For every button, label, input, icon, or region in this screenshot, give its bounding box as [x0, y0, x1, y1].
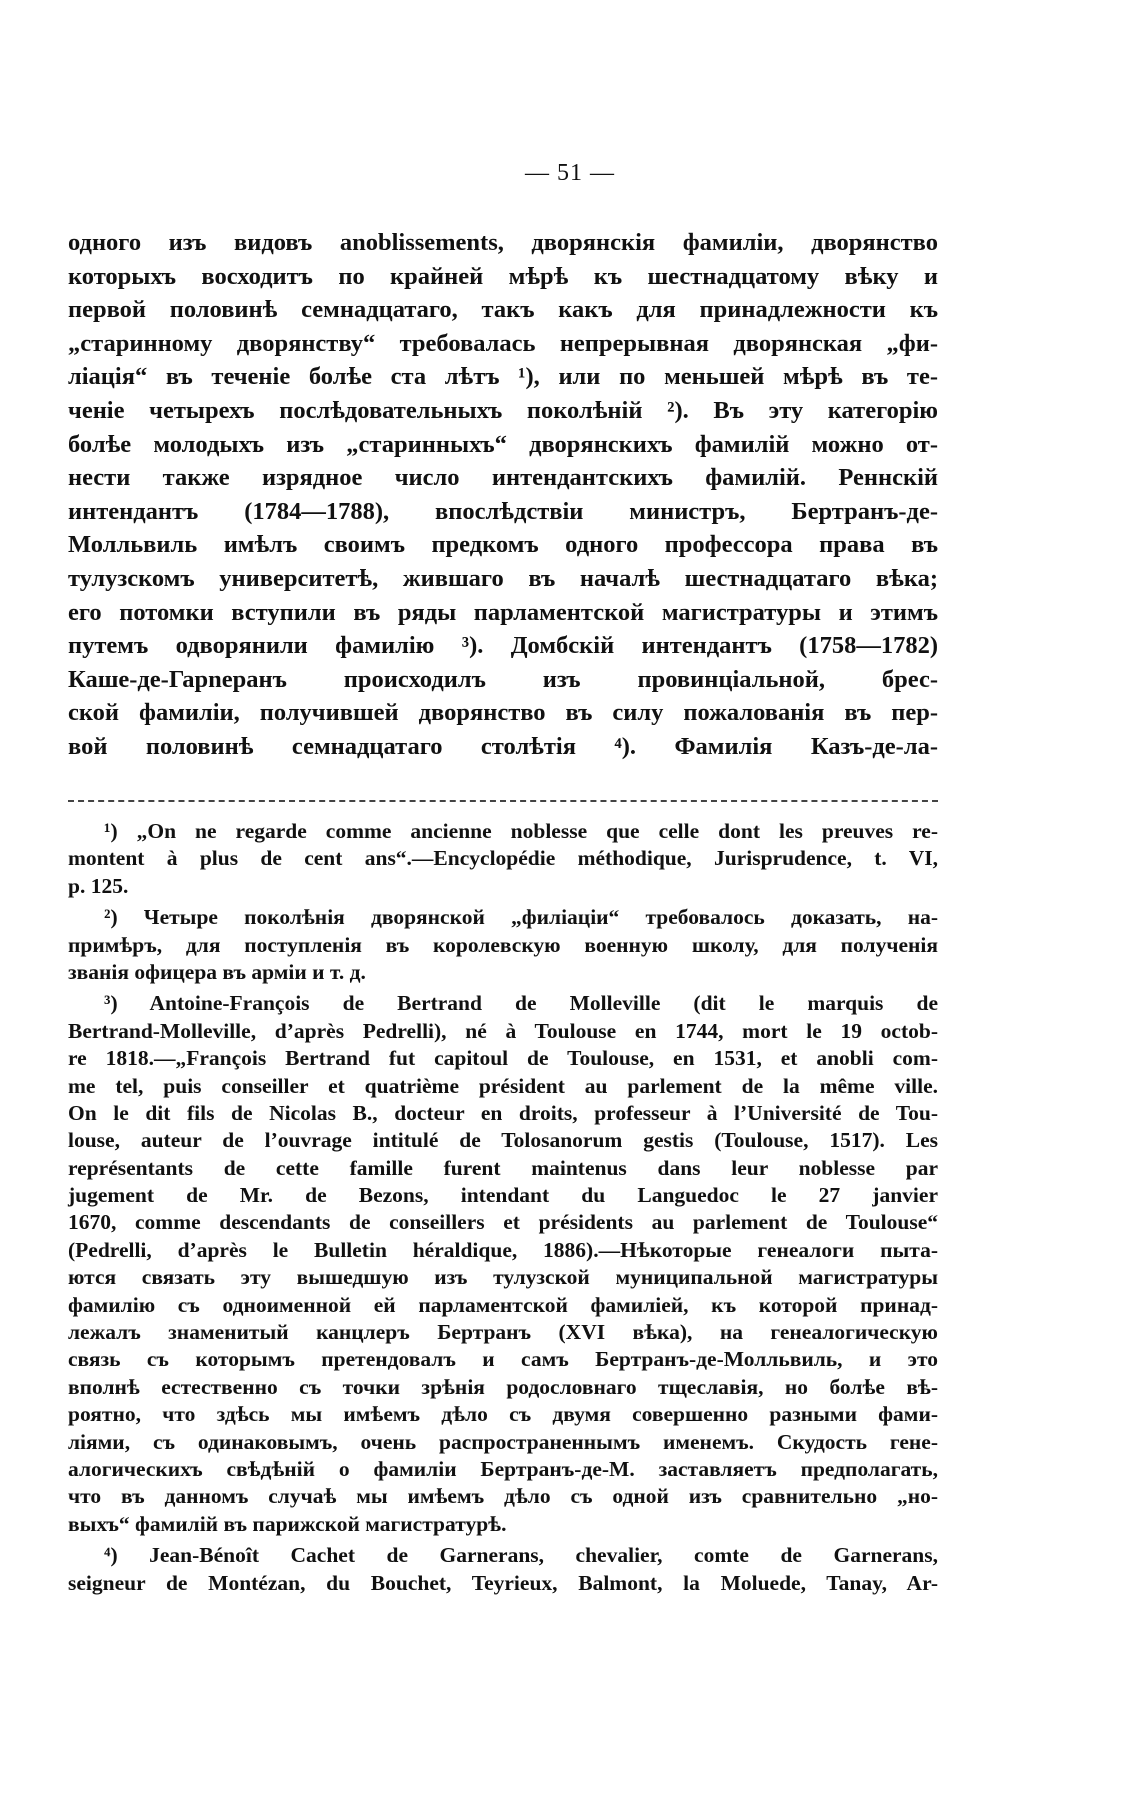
text-line: вой половинѣ семнадцатаго столѣтія ⁴). Фамилія Казъ-де-ла- [68, 732, 938, 760]
main-text [68, 226, 938, 764]
text-line: которыхъ восходитъ по крайней мѣрѣ къ шестнадцатому вѣку и [68, 262, 938, 290]
footnote-line: 1670, comme descendants de conseillers et présidents au parlement de Toulouse“ [68, 1210, 938, 1235]
footnote-line: что въ данномъ случаѣ мы имѣемъ дѣло съ одной изъ сравнительно „но- [68, 1484, 938, 1509]
text-line: болѣе молодыхъ изъ „старинныхъ“ дворянскихъ фамилій можно от- [68, 430, 938, 458]
footnote-line: représentants de cette famille furent maintenus dans leur noblesse par [68, 1155, 938, 1180]
text-line: ской фамиліи, получившей дворянство въ силу пожалованія въ пер- [68, 699, 938, 727]
footnote-line: званія офицера въ арміи и т. д. [68, 959, 366, 984]
footnote-line: связь съ которымъ претендовалъ и самъ Бертранъ-де-Молльвиль, и это [68, 1347, 938, 1372]
footnote-line: On le dit fils de Nicolas B., docteur en droits, professeur à l’Université de Tou- [68, 1100, 938, 1125]
footnote-2 [68, 904, 938, 986]
text-line: тулузскомъ университетѣ, жившаго въ началѣ шестнадцатаго вѣка; [68, 564, 938, 592]
footnote-line: фамилію съ одноименной ей парламентской фамиліей, къ которой принад- [68, 1292, 938, 1317]
footnote-line: роятно, что здѣсь мы имѣемъ дѣло съ двумя совершенно разными фами- [68, 1402, 938, 1427]
text-line: его потомки вступили въ ряды парламентской магистратуры и этимъ [68, 598, 938, 626]
text-line: Каше-де-Гарneранъ происходилъ изъ провинціальной, брес- [68, 665, 938, 693]
footnotes [68, 818, 938, 1601]
footnote-line: montent à plus de cent ans“.—Encyclopédie méthodique, Jurisprudence, t. VI, [68, 846, 938, 871]
footnote-line: ліями, съ одинаковымъ, очень распространеннымъ именемъ. Скудость гене- [68, 1429, 938, 1454]
footnote-3 [68, 990, 938, 1538]
footnote-line: примѣръ, для поступленія въ королевскую военную школу, для полученія [68, 932, 938, 957]
text-line: Молльвиль имѣлъ своимъ предкомъ одного профессора права въ [68, 531, 938, 559]
footnote-line: ¹) „On ne regarde comme ancienne noblesse que celle dont les preuves re- [104, 819, 938, 843]
footnote-separator [68, 800, 938, 802]
footnote-line: ²) Четыре поколѣнія дворянской „филіаціи“ требовалось доказать, на- [104, 905, 938, 930]
text-line: интендантъ (1784—1788), впослѣдствіи министръ, Бертранъ-де- [68, 497, 938, 525]
footnote-line: jugement de Mr. de Bezons, intendant du Languedoc le 27 janvier [68, 1183, 938, 1208]
text-line: одного изъ видовъ anoblissements, дворянскія фамиліи, дворянство [68, 229, 938, 256]
text-line: ліація“ въ теченіе болѣе ста лѣтъ ¹), или по меньшей мѣрѣ въ те- [68, 363, 938, 391]
footnote-line: ются связать эту вышедшую изъ тулузской муниципальной магистратуры [68, 1265, 938, 1290]
footnote-line: вполнѣ естественно съ точки зрѣнія родословнаго тщеславія, но болѣе вѣ- [68, 1374, 938, 1399]
text-line: „старинному дворянству“ требовалась непрерывная дворянская „фи- [68, 329, 938, 357]
footnote-4 [68, 1542, 938, 1597]
footnote-line: алогическихъ свѣдѣній о фамиліи Бертранъ-де-М. заставляетъ предполагать, [68, 1456, 938, 1481]
text-line: первой половинѣ семнадцатаго, такъ какъ для принадлежности къ [68, 296, 938, 324]
text-line: путемъ одворянили фамилію ³). Домбскій интендантъ (1758—1782) [68, 632, 938, 660]
footnote-line: ⁴) Jean-Bénoît Cachet de Garnerans, chevalier, comte de Garnerans, [104, 1543, 938, 1568]
footnote-line: p. 125. [68, 873, 129, 898]
footnote-line: выхъ“ фамилій въ парижской магистратурѣ. [68, 1511, 507, 1536]
footnote-line: (Pedrelli, d’après le Bulletin héraldique, 1886).—Нѣкоторые генеалоги пыта- [68, 1237, 938, 1262]
text-line: ченіе четырехъ послѣдовательныхъ поколѣній ²). Въ эту категорію [68, 396, 938, 424]
page-number: — 51 — [525, 160, 615, 186]
footnote-line: Bertrand-Molleville, d’après Pedrelli), né à Toulouse en 1744, mort le 19 octob- [68, 1018, 938, 1043]
footnote-line: me tel, puis conseiller et quatrième président au parlement de la même ville. [68, 1073, 938, 1098]
text-line: нести также изрядное число интендантскихъ фамилій. Реннскій [68, 464, 938, 492]
footnote-line: лежалъ знаменитый канцлеръ Бертранъ (XVI вѣка), на генеалогическую [68, 1320, 938, 1345]
footnote-line: re 1818.—„François Bertrand fut capitoul de Toulouse, en 1531, et anobli com- [68, 1046, 938, 1071]
footnote-1 [68, 818, 938, 900]
footnote-line: ³) Antoine-François de Bertrand de Molleville (dit le marquis de [104, 991, 938, 1016]
footnote-line: louse, auteur de l’ouvrage intitulé de Tolosanorum gestis (Toulouse, 1517). Les [68, 1128, 938, 1153]
footnote-line: seigneur de Montézan, du Bouchet, Teyrieux, Balmont, la Moluede, Tanay, Ar- [68, 1570, 938, 1595]
